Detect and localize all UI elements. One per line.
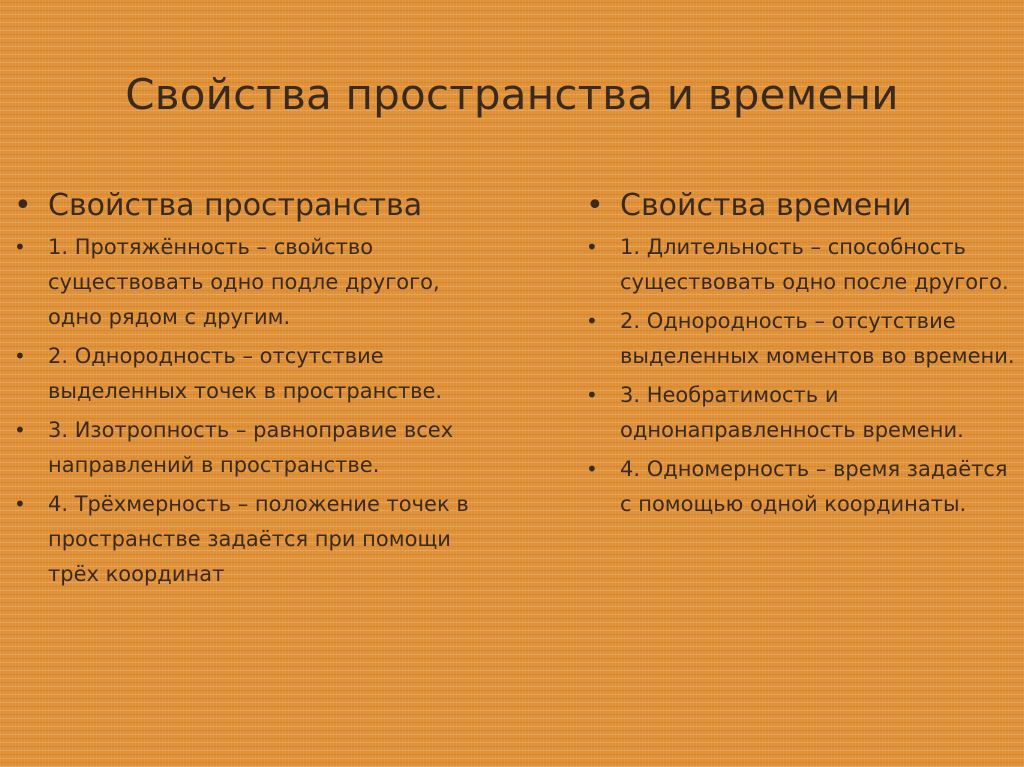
list-item [586, 378, 1016, 448]
list-item [14, 413, 474, 483]
list-item [14, 339, 474, 409]
left-column [14, 186, 474, 596]
space-properties-list [14, 186, 474, 592]
bullet-icon: • [586, 188, 604, 223]
list-item [586, 304, 1016, 374]
list-heading [14, 186, 474, 226]
bullet-icon: • [14, 492, 26, 516]
bullet-icon: • [586, 383, 598, 407]
bullet-icon: • [14, 188, 32, 223]
list-item [586, 452, 1016, 522]
bullet-icon: • [14, 235, 26, 259]
bullet-icon: • [14, 344, 26, 368]
bullet-icon: • [586, 235, 598, 259]
heading-text: Свойства пространства [48, 188, 423, 223]
slide-title: Свойства пространства и времени [125, 70, 899, 119]
item-text: 2. Однородность – отсутствие выделенных моментов во времени. [620, 309, 1015, 368]
list-item [586, 230, 1016, 300]
item-text: 3. Изотропность – равноправие всех направлений в пространстве. [48, 418, 454, 477]
list-item [14, 487, 474, 592]
item-text: 2. Однородность – отсутствие выделенных точек в пространстве. [48, 344, 443, 403]
item-text: 4. Трёхмерность – положение точек в пространстве задаётся при помощи трёх координат [48, 492, 469, 586]
bullet-icon: • [14, 418, 26, 442]
list-item [14, 230, 474, 335]
item-text: 1. Длительность – способность существовать одно после другого. [620, 235, 1009, 294]
list-heading [586, 186, 1016, 226]
heading-text: Свойства времени [620, 188, 912, 223]
bullet-icon: • [586, 309, 598, 333]
time-properties-list [586, 186, 1016, 522]
item-text: 3. Необратимость и однонаправленность времени. [620, 383, 964, 442]
bullet-icon: • [586, 457, 598, 481]
item-text: 4. Одномерность – время задаётся с помощью одной координаты. [620, 457, 1008, 516]
right-column [586, 186, 1016, 526]
item-text: 1. Протяжённость – свойство существовать одно подле другого, одно рядом с другим. [48, 235, 440, 329]
